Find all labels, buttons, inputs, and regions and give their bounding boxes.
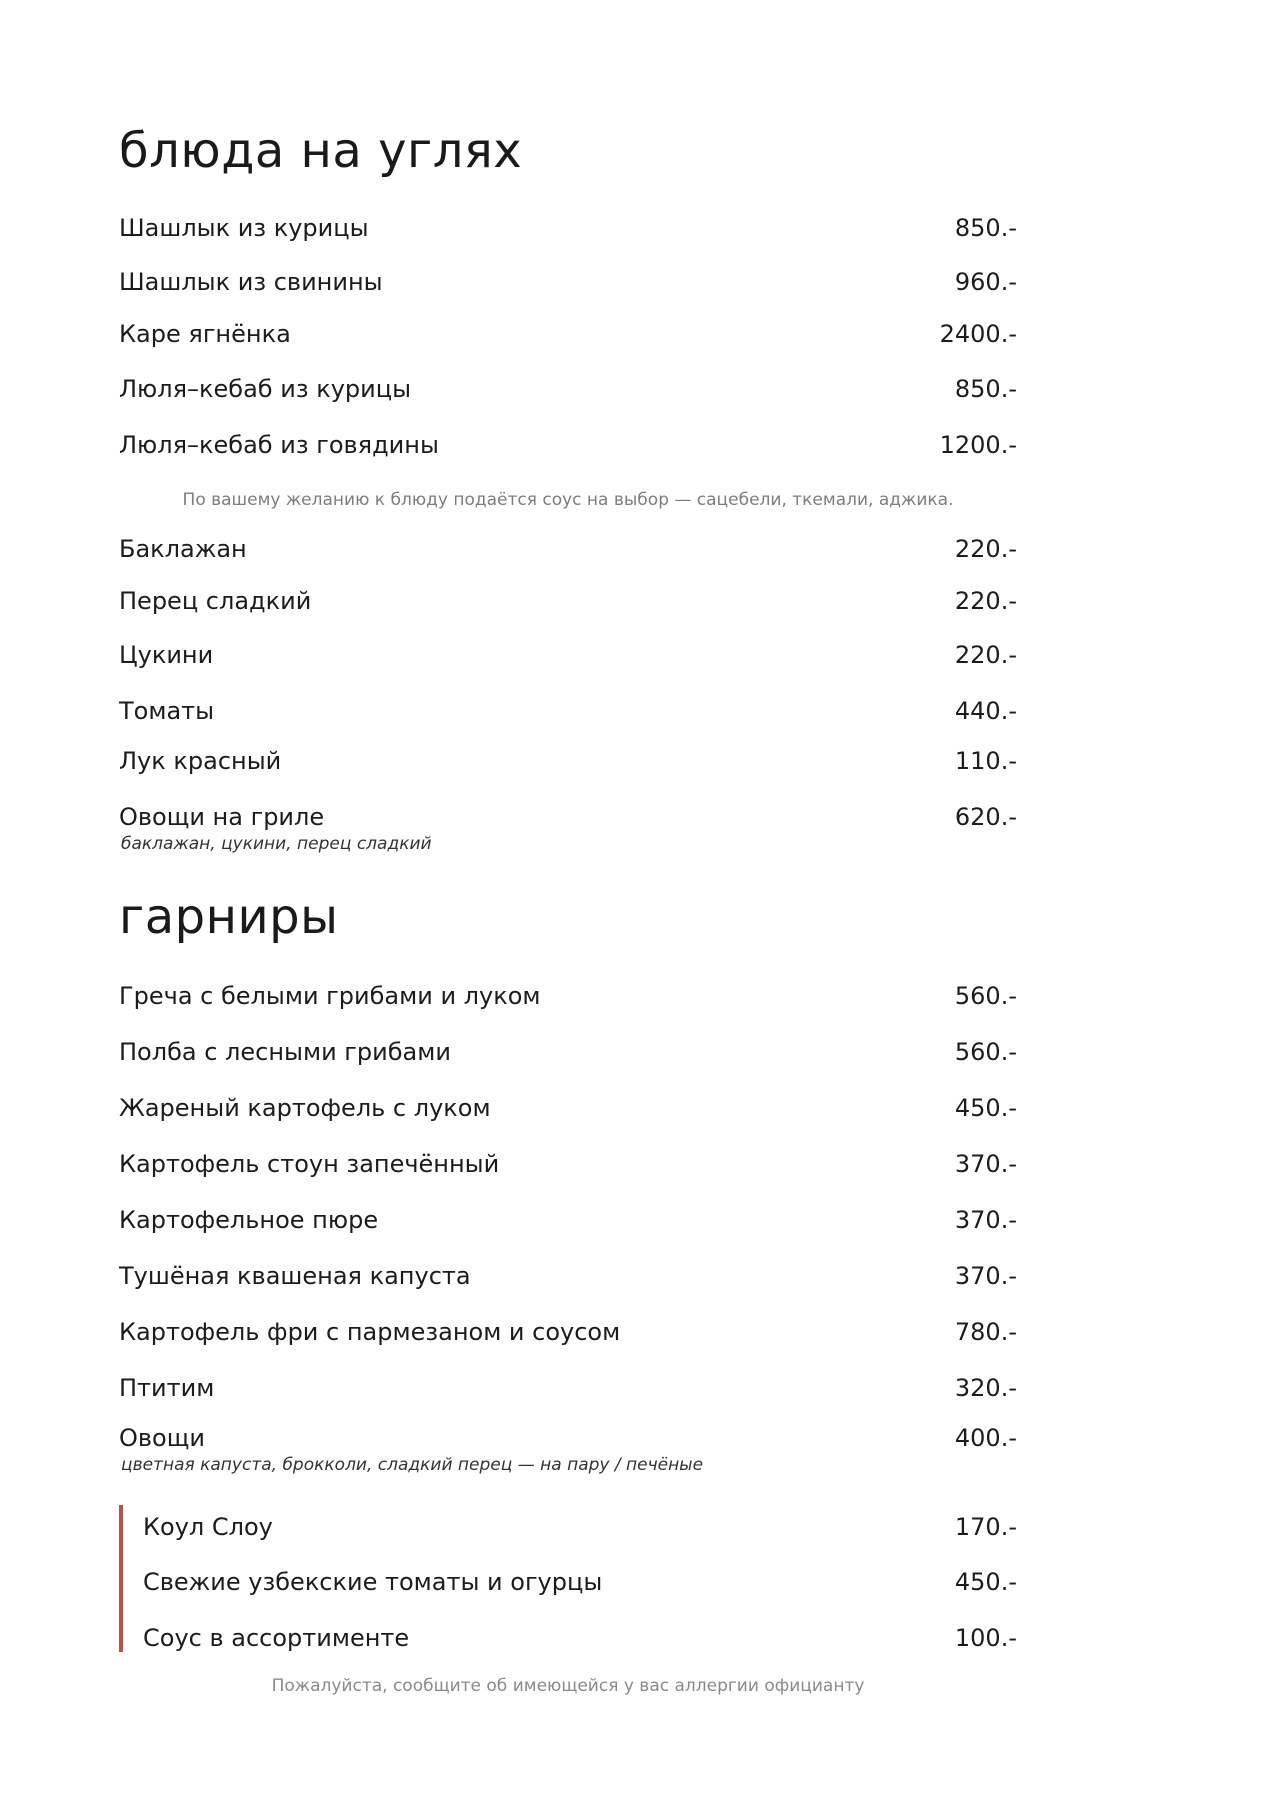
item-price: 850.- xyxy=(954,214,1017,242)
item-name: Цукини xyxy=(119,641,214,669)
item-name: Полба с лесными грибами xyxy=(119,1038,451,1066)
item-description: баклажан, цукини, перец сладкий xyxy=(121,834,432,854)
item-price: 110.- xyxy=(954,747,1017,775)
item-name: Люля–кебаб из курицы xyxy=(119,375,412,403)
item-price: 2400.- xyxy=(939,320,1017,348)
item-price: 450.- xyxy=(954,1094,1017,1122)
item-name: Картофельное пюре xyxy=(119,1206,379,1234)
item-name: Овощи на гриле xyxy=(119,803,325,831)
item-name: Лук красный xyxy=(119,747,282,775)
item-name: Перец сладкий xyxy=(119,587,312,615)
item-name: Греча с белыми грибами и луком xyxy=(119,982,541,1010)
grill-section-title: блюда на углях xyxy=(119,123,523,179)
item-description: цветная капуста, брокколи, сладкий перец — на пару / печёные xyxy=(121,1455,704,1475)
item-price: 560.- xyxy=(954,1038,1017,1066)
item-price: 220.- xyxy=(954,641,1017,669)
item-name: Баклажан xyxy=(119,535,247,563)
item-name: Картофель фри с пармезаном и соусом xyxy=(119,1318,621,1346)
item-name: Соус в ассортименте xyxy=(143,1624,410,1652)
item-name: Люля–кебаб из говядины xyxy=(119,431,439,459)
item-price: 450.- xyxy=(954,1568,1017,1596)
item-price: 850.- xyxy=(954,375,1017,403)
item-name: Свежие узбекские томаты и огурцы xyxy=(143,1568,603,1596)
sauce-note: По вашему желанию к блюду подаётся соус на выбор — сацебели, ткемали, аджика. xyxy=(182,490,954,510)
item-price: 100.- xyxy=(954,1624,1017,1652)
item-name: Коул Слоу xyxy=(143,1513,273,1541)
item-name: Шашлык из свинины xyxy=(119,268,383,296)
extras-accent-bar xyxy=(119,1505,123,1652)
item-price: 220.- xyxy=(954,587,1017,615)
item-price: 780.- xyxy=(954,1318,1017,1346)
item-name: Птитим xyxy=(119,1374,215,1402)
item-name: Каре ягнёнка xyxy=(119,320,291,348)
item-price: 320.- xyxy=(954,1374,1017,1402)
item-price: 400.- xyxy=(954,1424,1017,1452)
item-price: 370.- xyxy=(954,1206,1017,1234)
item-name: Картофель стоун запечённый xyxy=(119,1150,500,1178)
item-price: 170.- xyxy=(954,1513,1017,1541)
item-price: 960.- xyxy=(954,268,1017,296)
item-name: Овощи xyxy=(119,1424,205,1452)
item-price: 370.- xyxy=(954,1262,1017,1290)
item-name: Тушёная квашеная капуста xyxy=(119,1262,471,1290)
item-name: Шашлык из курицы xyxy=(119,214,369,242)
item-price: 620.- xyxy=(954,803,1017,831)
item-price: 370.- xyxy=(954,1150,1017,1178)
item-name: Жареный картофель с луком xyxy=(119,1094,491,1122)
item-price: 1200.- xyxy=(939,431,1017,459)
item-price: 440.- xyxy=(954,697,1017,725)
item-price: 560.- xyxy=(954,982,1017,1010)
item-price: 220.- xyxy=(954,535,1017,563)
sides-section-title: гарниры xyxy=(119,889,339,945)
allergy-footer-note: Пожалуйста, сообщите об имеющейся у вас аллергии официанту xyxy=(271,1676,865,1696)
item-name: Томаты xyxy=(119,697,215,725)
